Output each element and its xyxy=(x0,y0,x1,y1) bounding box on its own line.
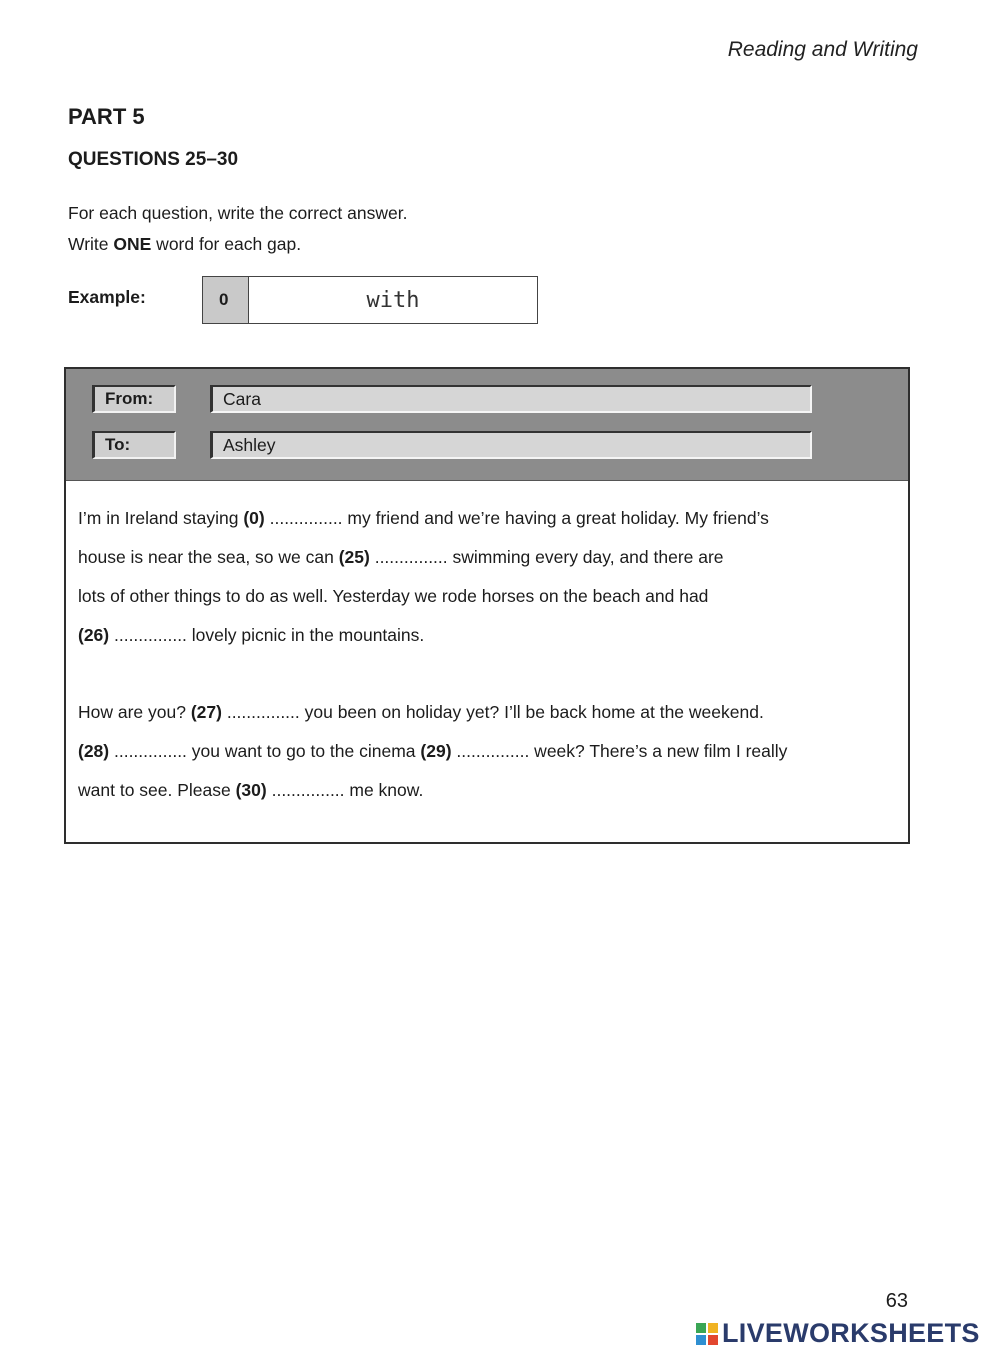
body-text: ............... lovely picnic in the mountains. xyxy=(109,625,425,645)
instruction-text: word for each gap. xyxy=(151,234,302,254)
watermark-text: LIVEWORKSHEETS xyxy=(722,1318,980,1348)
example-answer: with xyxy=(366,287,420,313)
questions-title: QUESTIONS 25–30 xyxy=(68,149,239,170)
email-line xyxy=(78,577,894,616)
logo-tile xyxy=(696,1323,706,1333)
email-line xyxy=(78,693,894,732)
instruction-line-1: For each question, write the correct answer. xyxy=(68,203,408,223)
logo-tile xyxy=(708,1323,718,1333)
from-label: From: xyxy=(92,385,176,413)
gap-marker-27: (27) xyxy=(190,702,222,722)
body-text: ............... week? There’s a new film I really xyxy=(451,741,788,761)
gap-marker-28: (28) xyxy=(78,741,110,761)
body-text: ............... you want to go to the cinema xyxy=(109,741,421,761)
body-text: I’m in Ireland staying xyxy=(78,508,244,528)
logo-tile xyxy=(708,1335,718,1345)
instruction-line-2 xyxy=(68,229,407,260)
watermark[interactable] xyxy=(696,1318,980,1349)
body-text: lots of other things to do as well. Yesterday we rode horses on the beach and had xyxy=(78,586,709,606)
gap-marker-26: (26) xyxy=(78,625,110,645)
gap-marker-25: (25) xyxy=(338,547,370,567)
page-number: 63 xyxy=(885,1290,908,1312)
email-body xyxy=(66,481,908,810)
instructions xyxy=(68,198,407,260)
gap-marker-29: (29) xyxy=(420,741,452,761)
to-label: To: xyxy=(92,431,176,459)
to-field: Ashley xyxy=(210,431,812,459)
email-line xyxy=(78,771,894,810)
body-text: ............... my friend and we’re having a great holiday. My friend’s xyxy=(264,508,769,528)
body-text: want to see. Please xyxy=(78,780,236,800)
email-panel xyxy=(64,367,910,844)
body-text: How are you? xyxy=(78,702,191,722)
from-row xyxy=(92,385,812,413)
to-row xyxy=(92,431,812,459)
gap-marker-30: (30) xyxy=(235,780,267,800)
example-number: 0 xyxy=(203,277,249,323)
logo-tile xyxy=(696,1335,706,1345)
part-title: PART 5 xyxy=(68,104,145,129)
body-text: ............... me know. xyxy=(266,780,424,800)
body-text: ............... swimming every day, and there are xyxy=(369,547,724,567)
liveworksheets-logo-icon xyxy=(696,1323,718,1345)
email-line xyxy=(78,538,894,577)
example-label: Example: xyxy=(68,287,146,307)
email-line xyxy=(78,499,894,538)
from-field: Cara xyxy=(210,385,812,413)
email-header xyxy=(66,369,908,481)
email-line xyxy=(78,732,894,771)
instruction-text: Write xyxy=(68,234,114,254)
email-line xyxy=(78,616,894,655)
section-header: Reading and Writing xyxy=(727,38,918,61)
gap-marker-0: (0) xyxy=(243,508,265,528)
instruction-emphasis: ONE xyxy=(113,234,152,254)
body-text: house is near the sea, so we can xyxy=(78,547,339,567)
body-text: ............... you been on holiday yet? I’ll be back home at the weekend. xyxy=(221,702,764,722)
example-box xyxy=(202,276,538,324)
